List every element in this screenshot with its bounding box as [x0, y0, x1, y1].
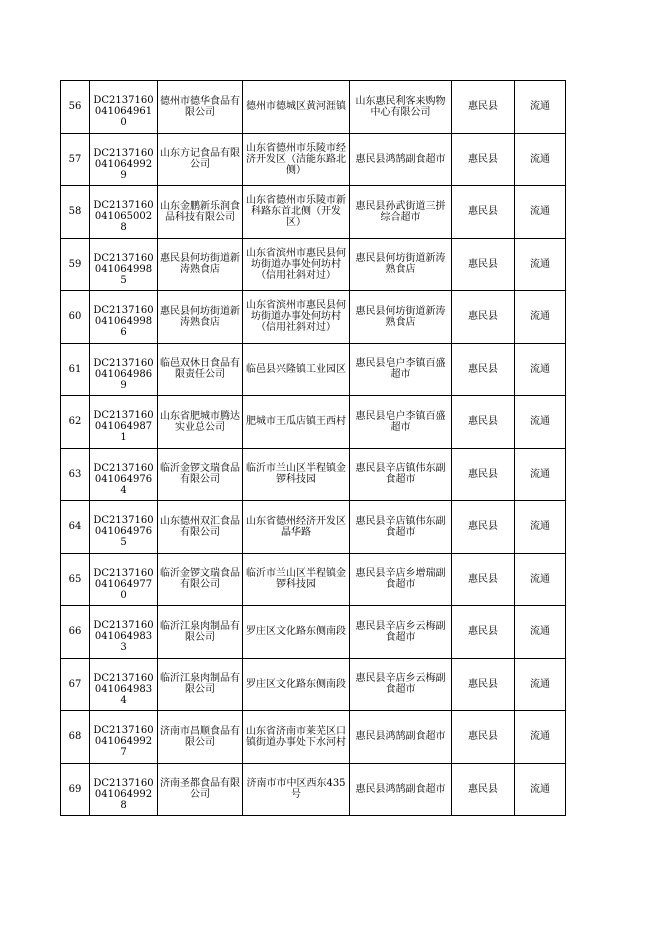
seller-name-cell: 惠民县辛店乡增瑞副食超市 [350, 553, 452, 606]
sampling-stage-cell: 流通 [515, 553, 566, 606]
sample-code-cell: DC21371600410649871 [90, 396, 158, 449]
producer-name-cell: 德州市德华食品有限公司 [158, 81, 243, 134]
table-row [61, 658, 566, 711]
row-number-cell: 61 [61, 343, 90, 396]
sampling-stage-cell: 流通 [515, 81, 566, 134]
table-row [61, 553, 566, 606]
producer-address-cell: 临沂市兰山区半程镇金锣科技园 [243, 553, 350, 606]
seller-name-cell: 惠民县辛店镇伟东副食超市 [350, 501, 452, 554]
sampling-stage-cell: 流通 [515, 501, 566, 554]
producer-name-cell: 临邑双休日食品有限责任公司 [158, 343, 243, 396]
table-row [61, 448, 566, 501]
sampling-stage-cell: 流通 [515, 711, 566, 764]
producer-name-cell: 山东省肥城市腾达实业总公司 [158, 396, 243, 449]
table-row [61, 133, 566, 186]
sampling-stage-cell: 流通 [515, 291, 566, 344]
county-cell: 惠民县 [452, 553, 515, 606]
sample-code-cell: DC21371600410649986 [90, 291, 158, 344]
county-cell: 惠民县 [452, 501, 515, 554]
sample-code-cell: DC21371600410650028 [90, 186, 158, 239]
seller-name-cell: 惠民县皂户李镇百盛超市 [350, 343, 452, 396]
row-number-cell: 59 [61, 238, 90, 291]
table-row [61, 711, 566, 764]
sampling-stage-cell: 流通 [515, 396, 566, 449]
table-row [61, 343, 566, 396]
producer-name-cell: 山东金鹏新乐润食品科技有限公司 [158, 186, 243, 239]
seller-name-cell: 山东惠民利客来购物中心有限公司 [350, 81, 452, 134]
inspection-results-table [60, 80, 566, 816]
sampling-stage-cell: 流通 [515, 186, 566, 239]
table-row [61, 81, 566, 134]
producer-name-cell: 惠民县何坊街道新涛熟食店 [158, 238, 243, 291]
producer-address-cell: 德州市德城区黄河涯镇 [243, 81, 350, 134]
row-number-cell: 56 [61, 81, 90, 134]
producer-address-cell: 山东省德州经济开发区晶华路 [243, 501, 350, 554]
producer-address-cell: 山东省滨州市惠民县何坊街道办事处何坊村（信用社斜对过） [243, 238, 350, 291]
row-number-cell: 69 [61, 763, 90, 816]
row-number-cell: 68 [61, 711, 90, 764]
sample-code-cell: DC21371600410649869 [90, 343, 158, 396]
row-number-cell: 57 [61, 133, 90, 186]
sample-code-cell: DC21371600410649929 [90, 133, 158, 186]
producer-address-cell: 临沂市兰山区半程镇金锣科技园 [243, 448, 350, 501]
table-row [61, 291, 566, 344]
producer-name-cell: 济南市昌顺食品有限公司 [158, 711, 243, 764]
row-number-cell: 66 [61, 606, 90, 659]
producer-address-cell: 罗庄区文化路东侧南段 [243, 658, 350, 711]
seller-name-cell: 惠民县辛店乡云梅副食超市 [350, 658, 452, 711]
producer-address-cell: 罗庄区文化路东侧南段 [243, 606, 350, 659]
seller-name-cell: 惠民县鸿鹄副食超市 [350, 133, 452, 186]
county-cell: 惠民县 [452, 711, 515, 764]
sampling-stage-cell: 流通 [515, 133, 566, 186]
county-cell: 惠民县 [452, 133, 515, 186]
seller-name-cell: 惠民县何坊街道新涛熟食店 [350, 291, 452, 344]
sample-code-cell: DC21371600410649927 [90, 711, 158, 764]
county-cell: 惠民县 [452, 343, 515, 396]
county-cell: 惠民县 [452, 238, 515, 291]
sample-code-cell: DC21371600410649770 [90, 553, 158, 606]
sampling-stage-cell: 流通 [515, 763, 566, 816]
producer-address-cell: 肥城市王瓜店镇王西村 [243, 396, 350, 449]
sample-code-cell: DC21371600410649985 [90, 238, 158, 291]
row-number-cell: 64 [61, 501, 90, 554]
table-row [61, 606, 566, 659]
producer-address-cell: 山东省德州市乐陵市经济开发区（洁能东路北侧） [243, 133, 350, 186]
producer-name-cell: 济南圣都食品有限公司 [158, 763, 243, 816]
producer-name-cell: 临沂金锣文瑞食品有限公司 [158, 448, 243, 501]
seller-name-cell: 惠民县辛店镇伟东副食超市 [350, 448, 452, 501]
producer-address-cell: 山东省滨州市惠民县何坊街道办事处何坊村（信用社斜对过） [243, 291, 350, 344]
table-row [61, 501, 566, 554]
producer-name-cell: 山东方记食品有限公司 [158, 133, 243, 186]
seller-name-cell: 惠民县何坊街道新涛熟食店 [350, 238, 452, 291]
sample-code-cell: DC21371600410649764 [90, 448, 158, 501]
sampling-stage-cell: 流通 [515, 448, 566, 501]
sample-code-cell: DC21371600410649834 [90, 658, 158, 711]
row-number-cell: 63 [61, 448, 90, 501]
county-cell: 惠民县 [452, 763, 515, 816]
seller-name-cell: 惠民县皂户李镇百盛超市 [350, 396, 452, 449]
producer-address-cell: 临邑县兴隆镇工业园区 [243, 343, 350, 396]
producer-name-cell: 惠民县何坊街道新涛熟食店 [158, 291, 243, 344]
sampling-stage-cell: 流通 [515, 606, 566, 659]
sample-code-cell: DC21371600410649765 [90, 501, 158, 554]
producer-name-cell: 临沂江泉肉制品有限公司 [158, 658, 243, 711]
producer-name-cell: 临沂江泉肉制品有限公司 [158, 606, 243, 659]
row-number-cell: 67 [61, 658, 90, 711]
county-cell: 惠民县 [452, 658, 515, 711]
row-number-cell: 60 [61, 291, 90, 344]
county-cell: 惠民县 [452, 291, 515, 344]
seller-name-cell: 惠民县鸿鹄副食超市 [350, 763, 452, 816]
producer-address-cell: 山东省德州市乐陵市新科路东首北侧（开发区） [243, 186, 350, 239]
county-cell: 惠民县 [452, 606, 515, 659]
producer-name-cell: 山东德州双汇食品有限公司 [158, 501, 243, 554]
table-row [61, 763, 566, 816]
sample-code-cell: DC21371600410649610 [90, 81, 158, 134]
producer-address-cell: 山东省济南市莱芜区口镇街道办事处下水河村 [243, 711, 350, 764]
table-body [61, 81, 566, 816]
producer-name-cell: 临沂金锣文瑞食品有限公司 [158, 553, 243, 606]
seller-name-cell: 惠民县孙武街道三拼综合超市 [350, 186, 452, 239]
sampling-stage-cell: 流通 [515, 343, 566, 396]
row-number-cell: 58 [61, 186, 90, 239]
sample-code-cell: DC21371600410649833 [90, 606, 158, 659]
county-cell: 惠民县 [452, 448, 515, 501]
sample-code-cell: DC21371600410649928 [90, 763, 158, 816]
table-row [61, 186, 566, 239]
producer-address-cell: 济南市市中区西东435号 [243, 763, 350, 816]
county-cell: 惠民县 [452, 396, 515, 449]
table-row [61, 396, 566, 449]
sampling-stage-cell: 流通 [515, 238, 566, 291]
row-number-cell: 65 [61, 553, 90, 606]
county-cell: 惠民县 [452, 186, 515, 239]
seller-name-cell: 惠民县辛店乡云梅副食超市 [350, 606, 452, 659]
county-cell: 惠民县 [452, 81, 515, 134]
sampling-stage-cell: 流通 [515, 658, 566, 711]
seller-name-cell: 惠民县鸿鹄副食超市 [350, 711, 452, 764]
table-row [61, 238, 566, 291]
row-number-cell: 62 [61, 396, 90, 449]
